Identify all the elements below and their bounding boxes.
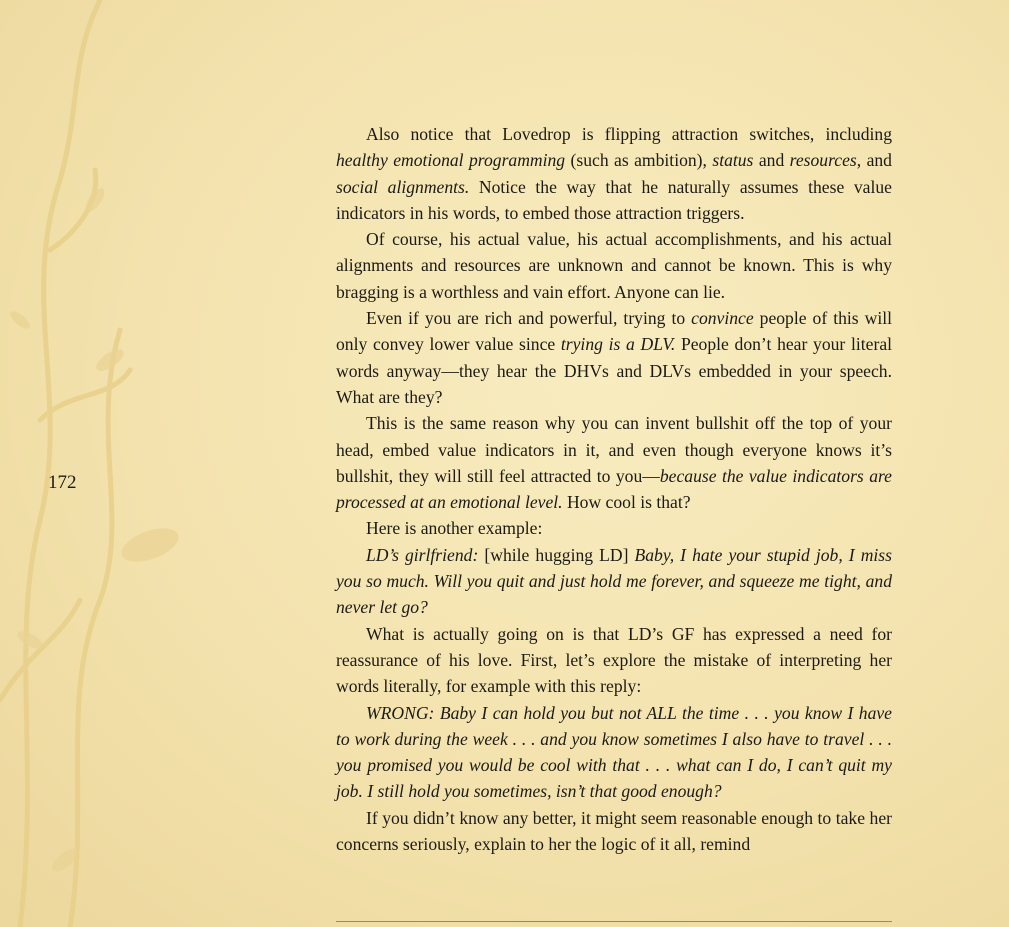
body-text bbox=[336, 121, 892, 857]
italic-run: healthy emotional programming bbox=[336, 150, 566, 171]
italic-run: because the value indicators are processed at an emotional level. bbox=[336, 465, 892, 513]
italic-run: social alignments. bbox=[336, 176, 470, 197]
text-run: If you didn’t know any better, it might seem reasonable enough to take her concerns seriously, explain to her the logic of it all, remind bbox=[336, 807, 892, 855]
text-run: , and bbox=[856, 150, 892, 171]
paragraph bbox=[336, 121, 892, 226]
italic-run: LD’s girlfriend: bbox=[366, 544, 479, 565]
italic-run: WRONG: Baby I can hold you but not ALL the time . . . you know I have to work during the week . . . and you know sometimes I also have to travel . . . you promised you would be cool with that . . . what can I do, I can’t quit my job. I still hold you sometimes, isn’t that good enough? bbox=[336, 702, 892, 802]
footer-rule bbox=[336, 921, 892, 922]
italic-run: status bbox=[712, 150, 754, 171]
text-run: How cool is that? bbox=[562, 492, 691, 513]
text-run: Notice the way that he naturally assumes these value indicators in his words, to embed those attraction triggers. bbox=[336, 176, 892, 223]
paragraph bbox=[336, 305, 892, 410]
italic-run: trying is a DLV. bbox=[560, 334, 676, 355]
text-run: (such as ambition), bbox=[565, 150, 713, 171]
page-number: 172 bbox=[48, 472, 77, 493]
italic-run: resources bbox=[789, 150, 857, 171]
text-run: This is the same reason why you can invent bullshit off the top of your head, embed value indicators in it, and even though everyone knows it’s bullshit, they will still feel attracted to you— bbox=[336, 413, 892, 486]
text-run: What is actually going on is that LD’s GF has expressed a need for reassurance of his love. First, let’s explore the mistake of interpreting her words literally, for example with this reply: bbox=[336, 623, 892, 697]
paragraph bbox=[336, 805, 892, 858]
text-run: People don’t hear your literal words anyway—they hear the DHVs and DLVs embedded in your speech. What are they? bbox=[336, 334, 893, 407]
italic-run: Baby, I hate your stupid job, I miss you so much. Will you quit and just hold me forever, and squeeze me tight, and never let go? bbox=[336, 544, 892, 618]
text-run: Also notice that Lovedrop is flipping attraction switches, including bbox=[366, 124, 892, 144]
text-run: Even if you are rich and powerful, trying to bbox=[366, 308, 692, 329]
text-run: [while hugging LD] bbox=[478, 544, 635, 565]
paragraph bbox=[336, 515, 892, 541]
paragraph bbox=[336, 410, 892, 515]
paragraph bbox=[336, 226, 892, 305]
text-run: and bbox=[753, 150, 790, 171]
paragraph bbox=[336, 542, 892, 621]
text-run: people of this will only convey lower value since bbox=[336, 308, 892, 355]
paragraph bbox=[336, 700, 892, 805]
text-run: Of course, his actual value, his actual accomplishments, and his actual alignments and resources are unknown and cannot be known. This is why bragging is a worthless and vain effort. Anyone can lie. bbox=[336, 229, 892, 302]
decorative-vine-illustration bbox=[0, 0, 260, 927]
paragraph bbox=[336, 621, 892, 700]
text-run: Here is another example: bbox=[366, 518, 543, 539]
italic-run: convince bbox=[691, 308, 754, 329]
